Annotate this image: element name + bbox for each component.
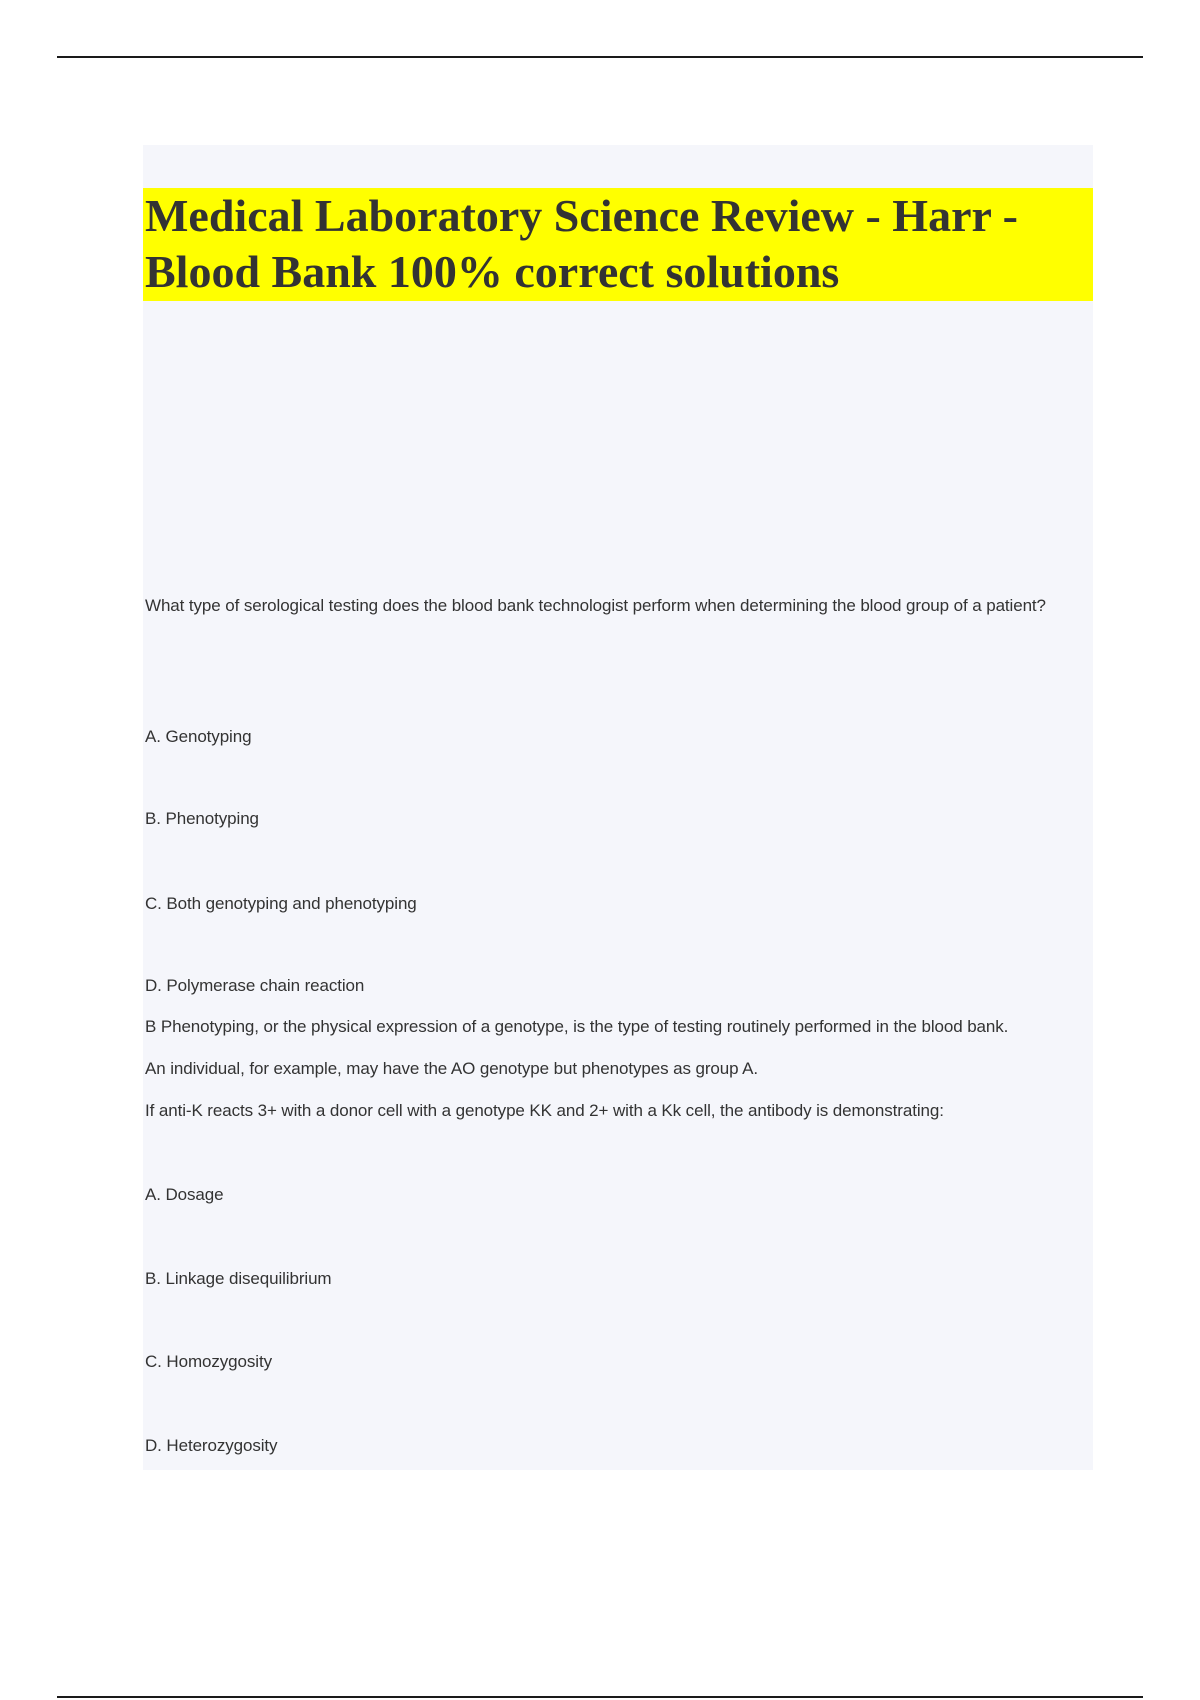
question-2-option-a: A. Dosage [145, 1185, 224, 1204]
question-1-text: What type of serological testing does the blood bank technologist perform when determining the blood group of a patient? [145, 596, 1046, 615]
bottom-rule [57, 1696, 1143, 1698]
question-2-option-b: B. Linkage disequilibrium [145, 1269, 332, 1288]
question-1-option-b: B. Phenotyping [145, 809, 259, 828]
top-rule [57, 56, 1143, 58]
question-2-text: If anti-K reacts 3+ with a donor cell with a genotype KK and 2+ with a Kk cell, the antibody is demonstrating: [145, 1101, 944, 1120]
document-title: Medical Laboratory Science Review - Harr - Blood Bank 100% correct solutions [145, 190, 1018, 297]
question-1-answer-line-1: B Phenotyping, or the physical expression of a genotype, is the type of testing routinely performed in the blood bank. [145, 1017, 1009, 1036]
question-1-option-d: D. Polymerase chain reaction [145, 976, 365, 995]
question-1-answer-line-2: An individual, for example, may have the AO genotype but phenotypes as group A. [145, 1059, 758, 1078]
document-panel [143, 145, 1093, 1470]
question-1-option-a: A. Genotyping [145, 727, 252, 746]
question-1-option-c: C. Both genotyping and phenotyping [145, 894, 417, 913]
question-2-option-c: C. Homozygosity [145, 1352, 272, 1371]
question-2-option-d: D. Heterozygosity [145, 1436, 278, 1455]
